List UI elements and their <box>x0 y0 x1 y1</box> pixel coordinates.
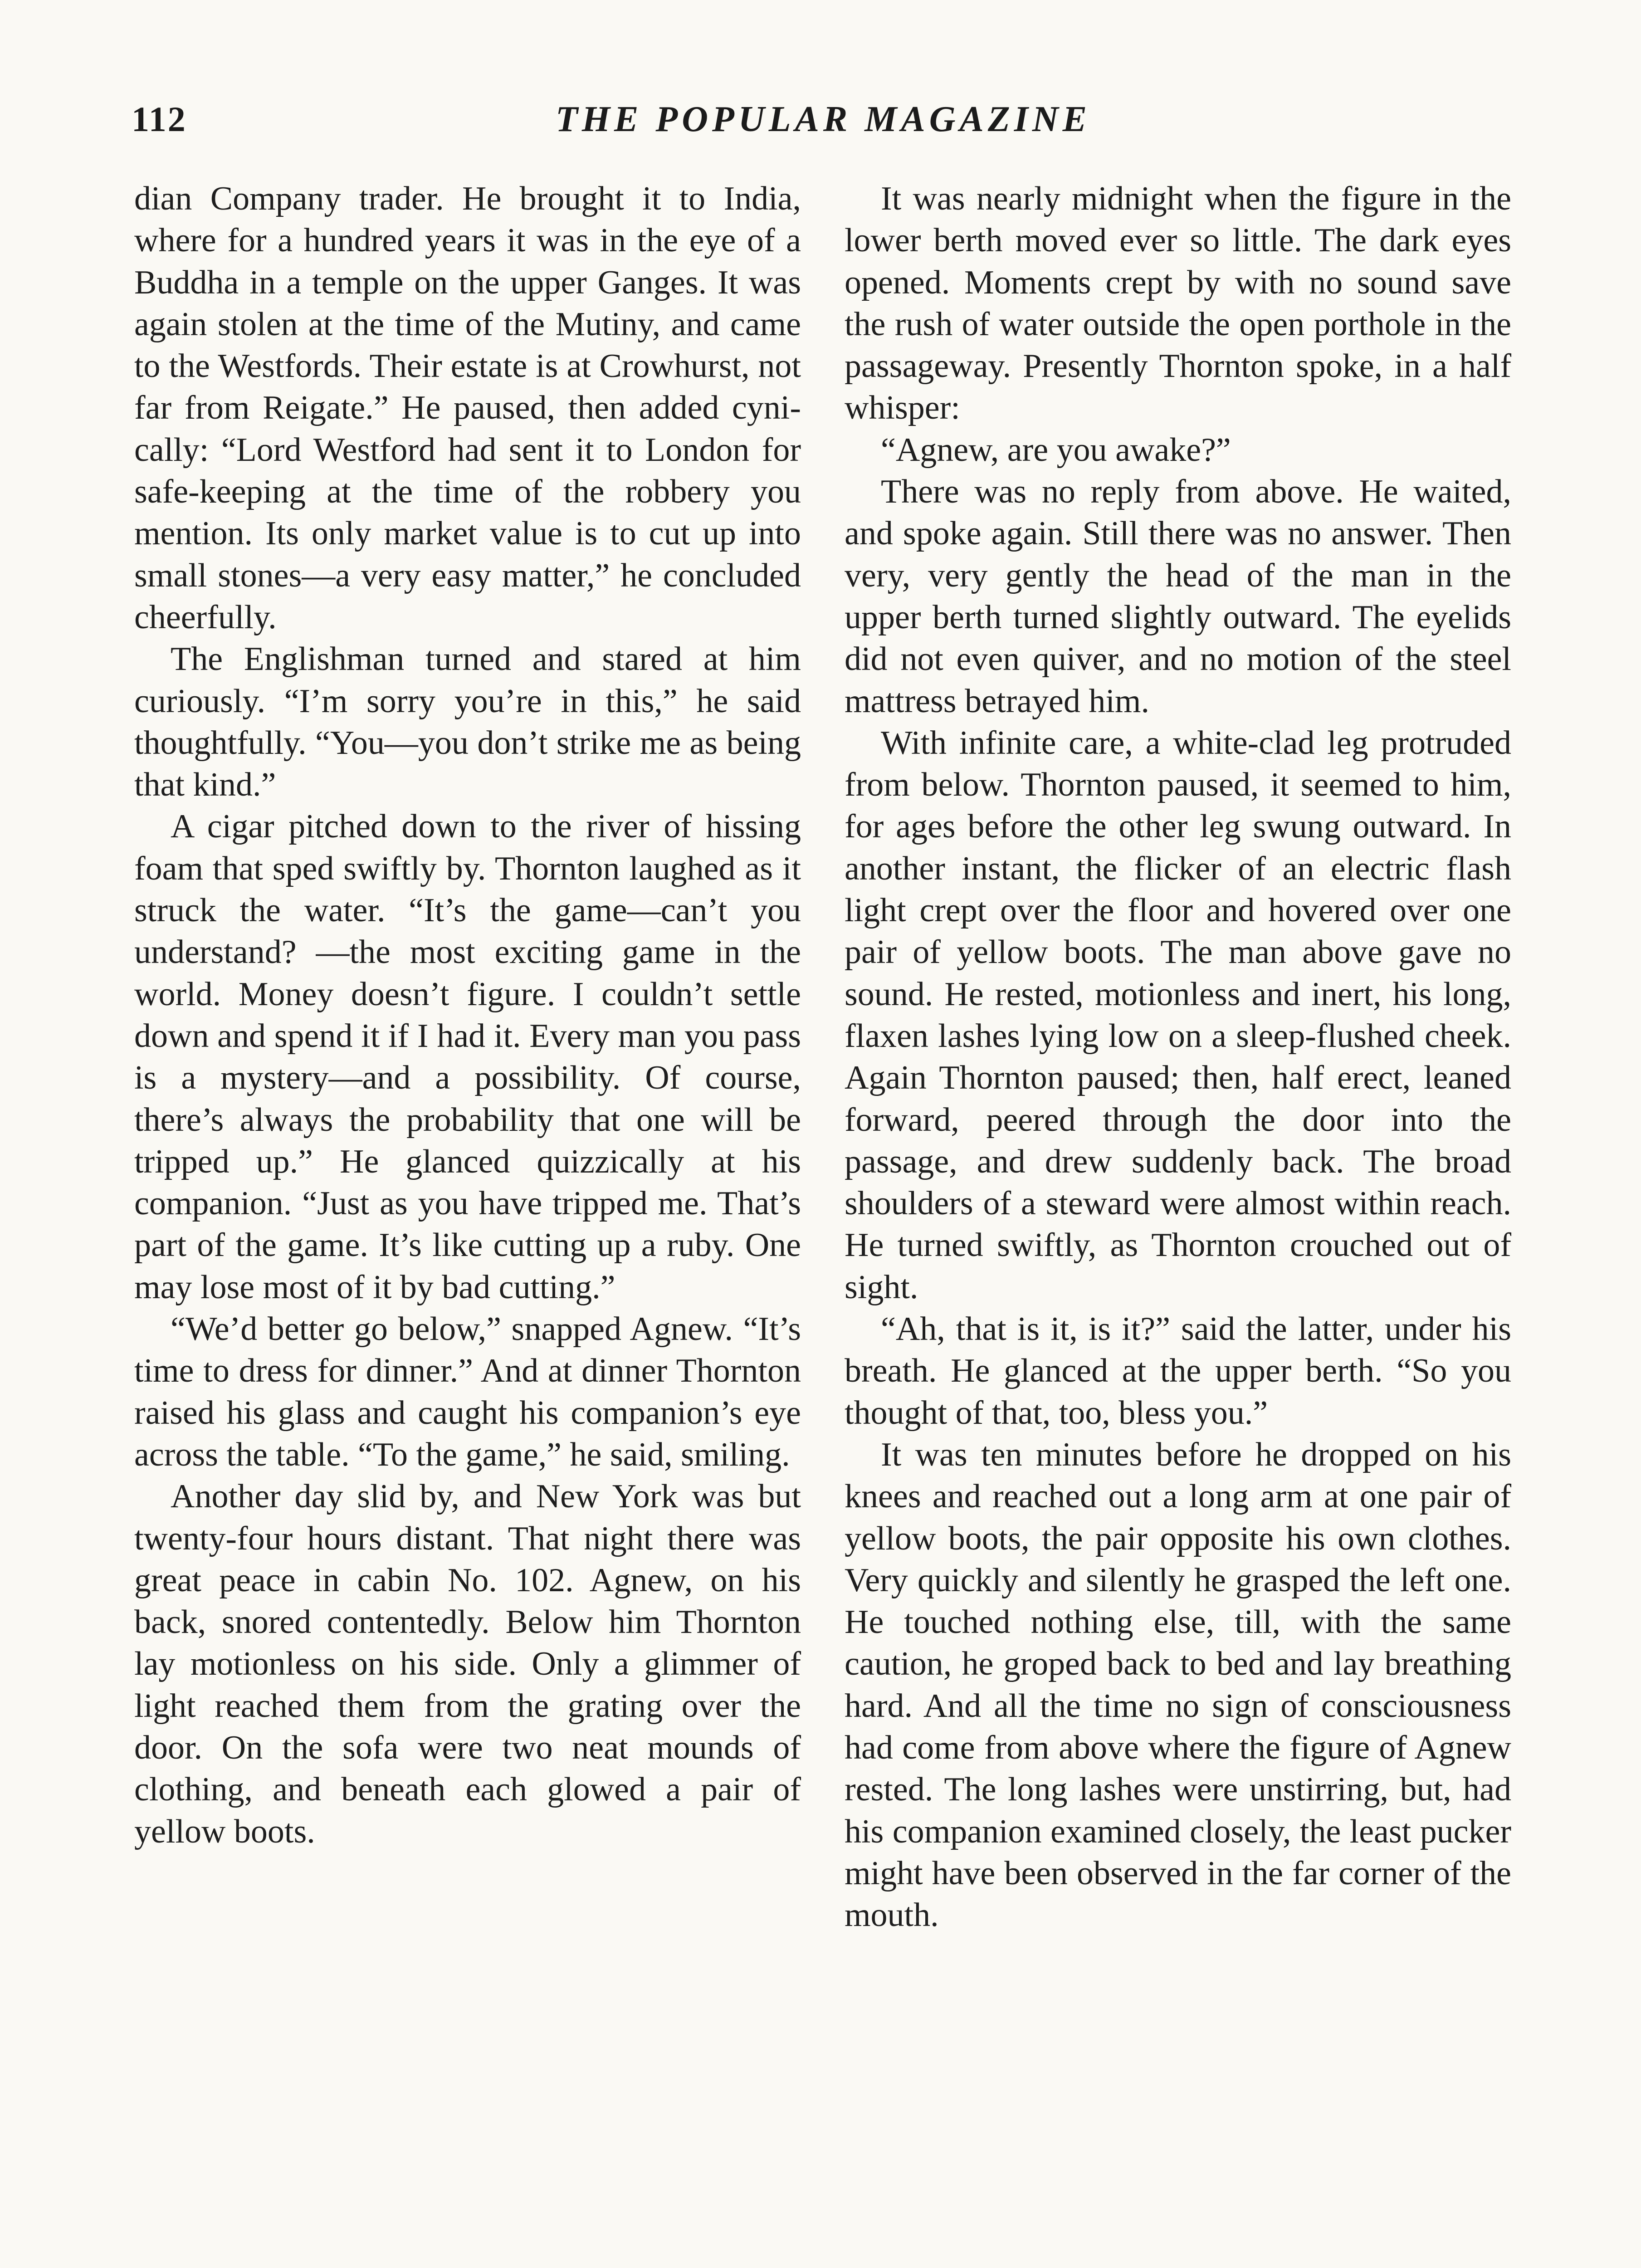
paragraph: With infinite care, a white-clad leg protruded from below. Thornton paused, it seemed to him, for ages before the other leg swung outward. In another instant, the flicker of an electric flash light crept over the floor and hovered over one pair of yellow boots. The man above gave no sound. He rested, motionless and inert, his long, flaxen lashes lying low on a sleep-flushed cheek. Again Thornton paused; then, half erect, leaned forward, peered through the door into the passage, and drew suddenly back. The broad shoulders of a steward were almost within reach. He turned swiftly, as Thornton crouched out of sight. <box>845 724 1511 1306</box>
paragraph: It was nearly midnight when the figure in the lower berth moved ever so little. The dark eyes opened. Moments crept by with no sound save the rush of water outside the open porthole in the passageway. Presently Thornton spoke, in a half whisper: <box>845 180 1511 427</box>
paragraph: There was no reply from above. He waited, and spoke again. Still there was no answer. Then very, very gently the head of the man in the upper berth turned slightly outward. The eyelids did not even quiver, and no motion of the steel mattress betrayed him. <box>845 473 1511 720</box>
paragraph: A cigar pitched down to the river of hissing foam that sped swiftly by. Thornton laughed as it struck the water. “It’s the game—can’t you understand? —the most exciting game in the world. Money doesn’t figure. I couldn’t settle down and spend it if I had it. Every man you pass is a mystery—and a possibility. Of course, there’s always the probability that one will be tripped up.” He glanced quizzically at his companion. “Just as you have tripped me. That’s part of the game. It’s like cutting up a ruby. One may lose most of it by bad cutting.” <box>134 808 801 1306</box>
running-head: THE POPULAR MAGAZINE <box>555 99 1091 139</box>
right-column <box>845 178 1511 1936</box>
paragraph: dian Company trader. He brought it to India, where for a hundred years it was in the eye of a Buddha in a temple on the upper Ganges. It was again stolen at the time of the Mutiny, and came to the Westfords. Their estate is at Crowhurst, not far from Reigate.” He paused, then added cynically: “Lord Westford had sent it to London for safe-keeping at the time of the robbery you mention. Its only market value is to cut up into small stones—a very easy matter,” he concluded cheerfully. <box>134 180 801 636</box>
paragraph: Another day slid by, and New York was but twenty-four hours distant. That night there was great peace in cabin No. 102. Agnew, on his back, snored contentedly. Below him Thornton lay motionless on his side. Only a glimmer of light reached them from the grating over the door. On the sofa were two neat mounds of clothing, and beneath each glowed a pair of yellow boots. <box>134 1478 801 1850</box>
page-header <box>132 99 1515 149</box>
paragraph: “Agnew, are you awake?” <box>881 431 1231 469</box>
left-column <box>134 178 801 1853</box>
paragraph: “Ah, that is it, is it?” said the latter, under his breath. He glanced at the upper berth. “So you thought of that, too, bless you.” <box>845 1310 1511 1432</box>
paragraph: “We’d better go below,” snapped Agnew. “It’s time to dress for dinner.” And at dinner Thornton raised his glass and caught his companion’s eye across the table. “To the game,” he said, smiling. <box>134 1310 801 1473</box>
page-number: 112 <box>132 99 187 139</box>
paragraph: The Englishman turned and stared at him curiously. “I’m sorry you’re in this,” he said thoughtfully. “You—you don’t strike me as being that kind.” <box>134 640 801 804</box>
paragraph: It was ten minutes before he dropped on his knees and reached out a long arm at one pair of yellow boots, the pair opposite his own clothes. Very quickly and silently he grasped the left one. He touched nothing else, till, with the same caution, he groped back to bed and lay breathing hard. And all the time no sign of consciousness had come from above where the figure of Agnew rested. The long lashes were unstirring, but, had his companion examined closely, the least pucker might have been observed in the far corner of the mouth. <box>845 1436 1511 1934</box>
